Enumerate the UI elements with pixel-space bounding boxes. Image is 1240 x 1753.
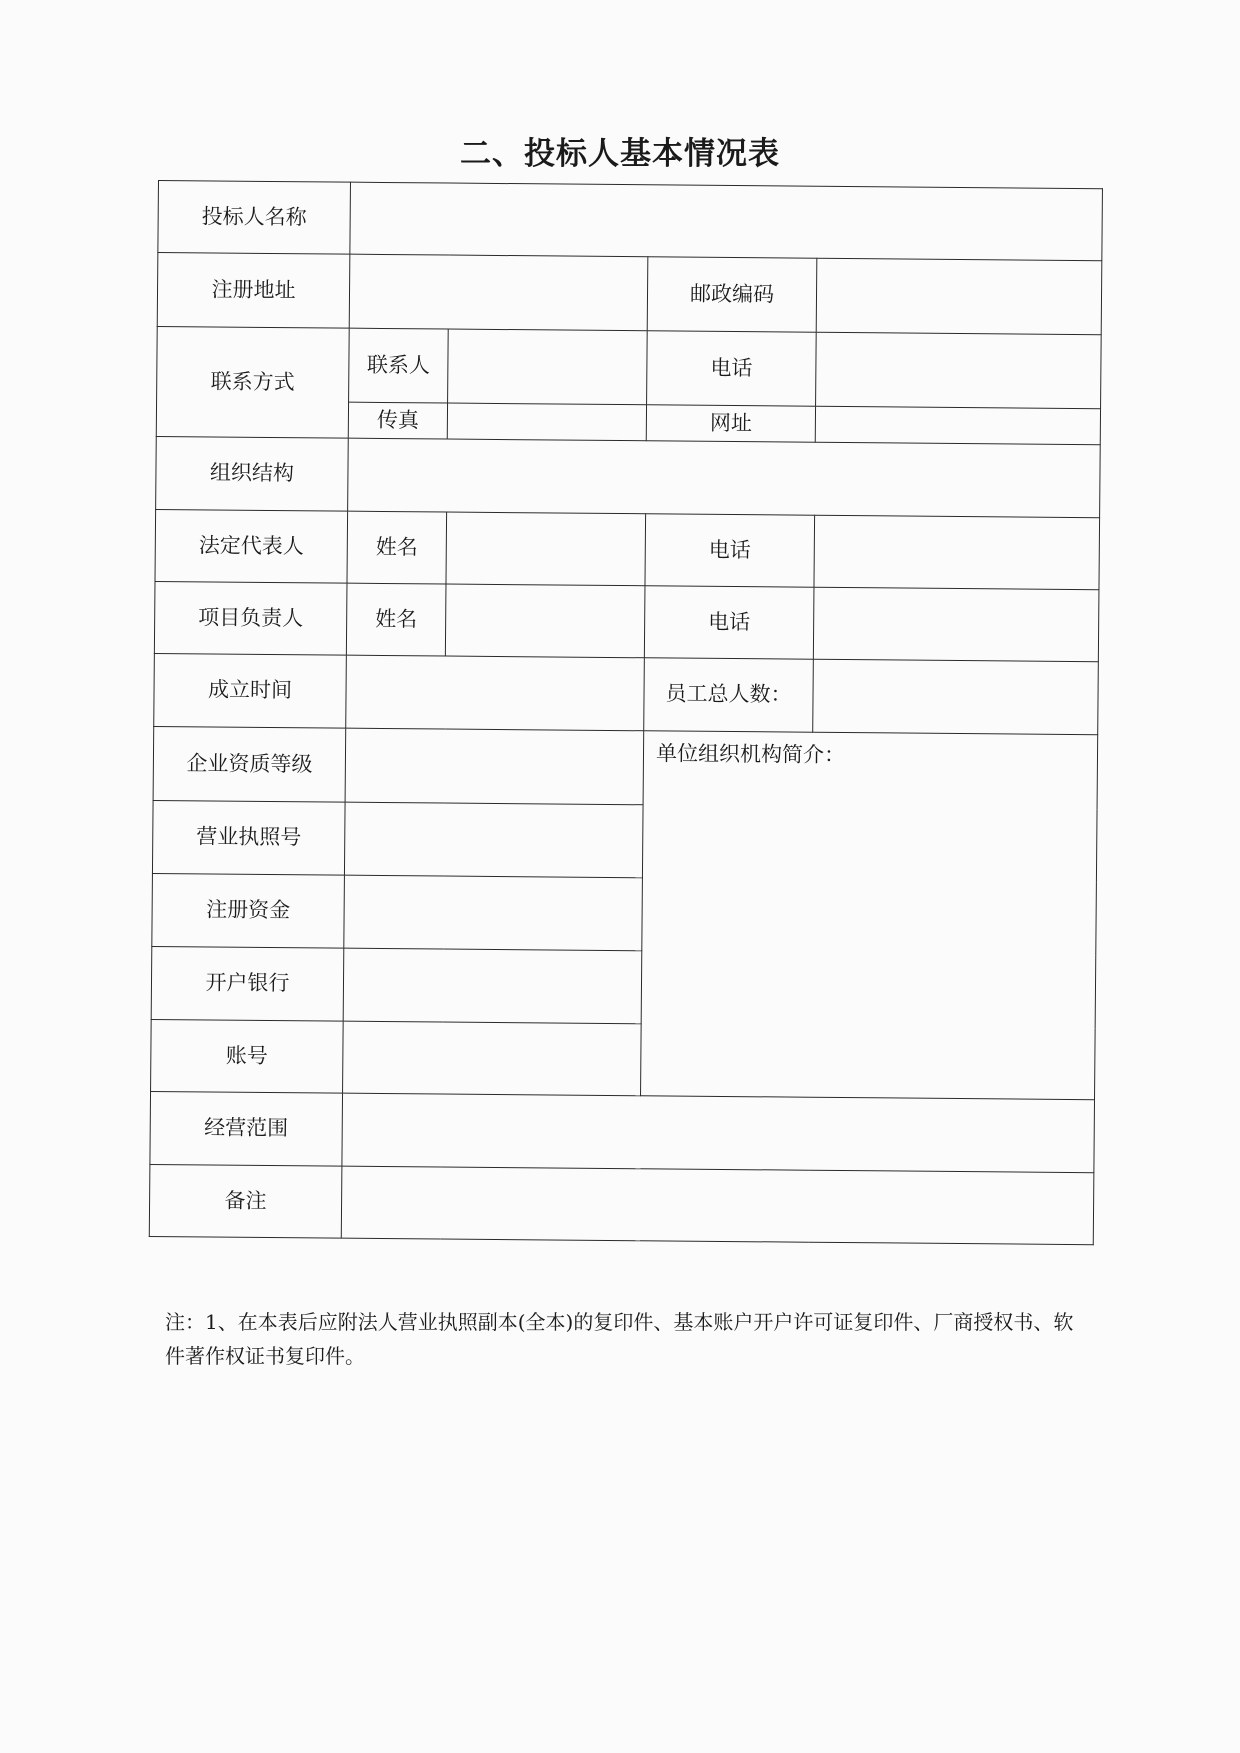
label-staff-total: 员工总人数： xyxy=(644,658,814,732)
label-reg-capital: 注册资金 xyxy=(152,873,345,948)
field-license-no[interactable] xyxy=(344,802,643,878)
field-fax[interactable] xyxy=(447,403,646,441)
label-contact-person: 联系人 xyxy=(349,328,449,403)
form-container xyxy=(149,180,1102,1245)
field-legal-rep-name[interactable] xyxy=(446,512,646,586)
label-license-no: 营业执照号 xyxy=(152,800,345,875)
field-org-structure[interactable] xyxy=(348,438,1101,518)
field-staff-total[interactable] xyxy=(813,659,1099,734)
label-contact-phone: 电话 xyxy=(647,331,817,406)
field-remarks[interactable] xyxy=(341,1166,1094,1245)
label-bidder-name: 投标人名称 xyxy=(158,181,351,255)
label-business-scope: 经营范围 xyxy=(150,1091,343,1166)
field-reg-capital[interactable] xyxy=(344,875,643,951)
field-account[interactable] xyxy=(343,1021,642,1096)
field-org-intro[interactable]: 单位组织机构简介： xyxy=(641,731,1098,1100)
label-legal-rep-name: 姓名 xyxy=(347,511,447,584)
label-qualification: 企业资质等级 xyxy=(153,726,346,802)
field-contact-phone[interactable] xyxy=(816,332,1102,408)
label-postal-code: 邮政编码 xyxy=(647,257,817,332)
label-project-lead: 项目负责人 xyxy=(154,581,347,655)
field-reg-address[interactable] xyxy=(349,254,648,331)
field-founded[interactable] xyxy=(346,655,645,731)
label-account: 账号 xyxy=(151,1019,344,1093)
footnote: 注：1、在本表后应附法人营业执照副本(全本)的复印件、基本账户开户许可证复印件、厂商授权书、软件著作权证书复印件。 xyxy=(165,1310,1074,1368)
field-website[interactable] xyxy=(815,406,1100,444)
label-project-lead-name: 姓名 xyxy=(346,583,446,656)
field-bidder-name[interactable] xyxy=(350,182,1103,261)
label-legal-rep-phone: 电话 xyxy=(645,514,815,587)
field-bank[interactable] xyxy=(343,948,642,1024)
field-legal-rep-phone[interactable] xyxy=(814,515,1100,589)
field-project-lead-name[interactable] xyxy=(445,584,645,658)
label-founded: 成立时间 xyxy=(154,653,347,728)
page-title: 二、投标人基本情况表 xyxy=(460,136,780,172)
label-reg-address: 注册地址 xyxy=(157,253,350,329)
field-contact-person[interactable] xyxy=(448,329,648,405)
label-remarks: 备注 xyxy=(149,1164,342,1238)
field-postal-code[interactable] xyxy=(816,258,1102,334)
label-bank: 开户银行 xyxy=(151,946,344,1021)
bidder-info-table xyxy=(149,180,1103,1245)
label-website: 网址 xyxy=(646,405,815,442)
label-org-structure: 组织结构 xyxy=(156,436,349,511)
label-project-lead-phone: 电话 xyxy=(644,586,814,659)
label-contact-method: 联系方式 xyxy=(156,326,349,438)
field-project-lead-phone[interactable] xyxy=(813,587,1099,661)
field-business-scope[interactable] xyxy=(342,1093,1095,1173)
label-legal-rep: 法定代表人 xyxy=(155,509,348,583)
label-fax: 传真 xyxy=(348,402,447,439)
field-qualification[interactable] xyxy=(345,728,644,805)
